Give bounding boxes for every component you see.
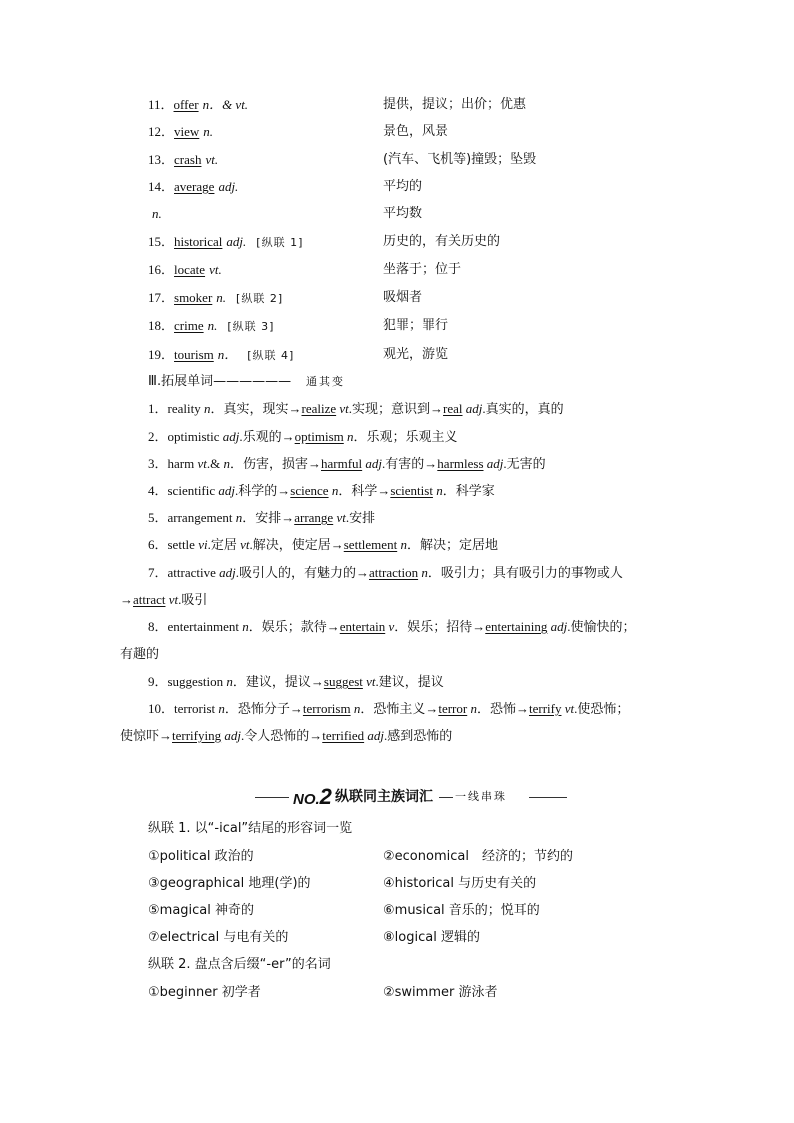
expand-row [0, 454, 794, 474]
vocab-row [0, 232, 794, 252]
group-1-title-row [0, 819, 794, 839]
expand-row [0, 672, 794, 692]
expand-row [0, 535, 794, 555]
answer-word: terrifying [172, 728, 222, 743]
expand-text: vi [198, 537, 208, 552]
expand-text: .定居 [207, 537, 241, 552]
answer-word: realize [301, 401, 337, 416]
expand-text: .令人恐怖的→ [240, 728, 323, 743]
vocab-meaning: 历史的，有关历史的 [383, 234, 501, 249]
answer-word: entertain [339, 619, 386, 634]
expand-text: vt [333, 510, 346, 525]
vocab-pos: adj. [218, 179, 239, 194]
expand-line [148, 699, 629, 720]
vocab-meaning: 平均数 [383, 206, 423, 221]
vocab-tag: [纵联 2] [236, 292, 284, 305]
answer-word: terror [438, 701, 468, 716]
group1-item: ③geographical 地理(学)的 [148, 876, 311, 891]
expand-text: n [242, 619, 249, 634]
heading-rule-mid [439, 797, 453, 798]
expand-text: ．娱乐；招待→ [394, 619, 486, 634]
expand-line [148, 454, 546, 475]
expand-line [148, 535, 498, 556]
expand-text: n [432, 483, 443, 498]
heading-rule-right [529, 797, 567, 798]
expand-row [0, 427, 794, 447]
group2-item: ②swimmer 游泳者 [383, 985, 498, 1000]
expand-text: ．科学家 [442, 483, 495, 498]
group-2-title-row [0, 955, 794, 975]
expand-text: .真实的，真的 [482, 401, 564, 416]
expand-text: ．乐观；乐观主义 [353, 429, 458, 444]
vocab-row [0, 204, 794, 224]
expand-text: 1．reality [148, 401, 204, 416]
expand-text: ．恐怖主义→ [360, 701, 439, 716]
answer-word: entertaining [485, 619, 548, 634]
expand-text: ．安排→ [242, 510, 295, 525]
expand-text: .乐观的→ [239, 429, 295, 444]
expand-text: adj [219, 565, 236, 580]
vocab-pos: vt. [205, 152, 219, 167]
expand-text: ．恐怖→ [476, 701, 529, 716]
heading-title: 纵联同主族词汇 [335, 789, 433, 805]
expand-text: n [328, 483, 339, 498]
expand-row [0, 617, 794, 637]
expand-text: n [343, 429, 354, 444]
expand-text: 2．optimistic [148, 429, 223, 444]
vocab-pos: vt. [209, 262, 222, 277]
vocab-term [148, 122, 223, 143]
group1-item: ④historical 与历史有关的 [383, 876, 537, 891]
expand-text: adj [218, 483, 236, 498]
expand-line [148, 481, 495, 502]
expand-line [148, 563, 623, 584]
vocab-pos: n. [207, 318, 218, 333]
expand-text: vt [362, 674, 376, 689]
expand-row [0, 481, 794, 501]
expand-text: ．吸引力；具有吸引力的事物或人 [427, 565, 623, 580]
expand-row-continued [0, 590, 794, 610]
vocab-num: 18． [148, 318, 175, 333]
expand-text: n [397, 537, 407, 552]
group1-item: ②economical 经济的；节约的 [383, 849, 573, 864]
answer-word: suggest [323, 674, 363, 689]
vocab-term [148, 288, 283, 309]
section-3-header [0, 372, 794, 392]
answer-word: scientist [390, 483, 433, 498]
vocab-row [0, 122, 794, 142]
vocab-word: tourism [174, 347, 214, 362]
vocab-row [0, 316, 794, 336]
expand-text: n [226, 674, 233, 689]
answer-word: optimism [294, 429, 344, 444]
expand-text: ．解决；定居地 [406, 537, 498, 552]
vocab-term [148, 260, 232, 281]
vocab-term [148, 316, 274, 337]
expand-text: 4．scientific [148, 483, 219, 498]
answer-word: terrorism [302, 701, 351, 716]
vocab-row [0, 95, 794, 115]
vocab-term [148, 232, 303, 253]
expand-text: .使愉快的； [567, 619, 636, 634]
expand-row [0, 563, 794, 583]
group1-item: ⑤magical 神奇的 [148, 903, 255, 918]
expand-text: ．科学→ [338, 483, 391, 498]
vocab-pos: adj. [226, 234, 247, 249]
expand-line [120, 590, 207, 611]
group1-item: ①political 政治的 [148, 849, 254, 864]
group-2-title: 纵联 2. 盘点含后缀“-er”的名词 [148, 957, 331, 972]
answer-word: harmless [437, 456, 484, 471]
vocab-word: offer [173, 97, 199, 112]
expand-row-continued [0, 726, 794, 746]
vocab-pos: n． [217, 347, 238, 362]
expand-text: .安排 [345, 510, 376, 525]
section-3-subtitle: 通其变 [306, 375, 345, 388]
vocab-word: locate [174, 262, 206, 277]
expand-text: vt [165, 592, 179, 607]
vocab-pos: n. [152, 206, 162, 221]
vocab-num: 17． [148, 290, 175, 305]
expand-text: .吸引 [178, 592, 208, 607]
answer-word: terrify [528, 701, 562, 716]
expand-line [148, 427, 458, 448]
expand-text: n [235, 510, 243, 525]
expand-text: .使恐怖； [574, 701, 630, 716]
vocab-word: crime [174, 318, 204, 333]
answer-word: harmful [321, 456, 363, 471]
expand-row-continued [0, 644, 794, 664]
answer-word: terrified [322, 728, 365, 743]
vocab-term [148, 95, 258, 116]
expand-text: adj [362, 456, 383, 471]
expand-text: 9．suggestion [148, 674, 227, 689]
vocab-num: 13． [148, 152, 175, 167]
expand-text: vt [240, 537, 250, 552]
vocab-row [0, 150, 794, 170]
expand-text: vt [561, 701, 575, 716]
expand-text: 5．arrangement [148, 510, 236, 525]
expand-text: adj [221, 728, 241, 743]
expand-line [148, 617, 636, 638]
vocab-term [148, 345, 294, 366]
answer-word: real [443, 401, 463, 416]
expand-text: adj [222, 429, 240, 444]
expand-text: vt [336, 401, 349, 416]
vocab-row [0, 260, 794, 280]
vocab-word: average [174, 179, 215, 194]
vocab-num: 16． [148, 262, 175, 277]
expand-text: 7．attractive [148, 565, 220, 580]
vocab-term [148, 204, 172, 225]
expand-text: .感到恐怖的 [384, 728, 453, 743]
vocab-meaning: 观光，游览 [383, 347, 449, 362]
vocab-meaning: 坐落于；位于 [383, 262, 462, 277]
expand-text: n [223, 456, 230, 471]
expand-text: n [418, 565, 428, 580]
vocab-tag: [纵联 1] [256, 236, 304, 249]
expand-text: .无害的 [503, 456, 546, 471]
expand-line [120, 644, 159, 665]
expand-text: adj [462, 401, 483, 416]
expand-line [148, 399, 564, 420]
expand-text: ．娱乐；款待→ [248, 619, 340, 634]
expand-text: .& [206, 456, 224, 471]
answer-word: arrange [294, 510, 334, 525]
vocab-tag: [纵联 3] [227, 320, 275, 333]
vocab-num: 12． [148, 124, 175, 139]
expand-text: 使惊吓→ [120, 728, 173, 743]
expand-text: 10．terrorist [148, 701, 219, 716]
vocab-word: historical [174, 234, 223, 249]
expand-text: adj [483, 456, 504, 471]
expand-text: 6．settle [148, 537, 199, 552]
vocab-row [0, 177, 794, 197]
expand-text: 3．harm [148, 456, 198, 471]
vocab-meaning: 平均的 [383, 179, 423, 194]
expand-line [148, 672, 444, 693]
group2-item: ①beginner 初学者 [148, 985, 261, 1000]
expand-text: ．真实，现实→ [210, 401, 302, 416]
vocab-term [148, 177, 248, 198]
expand-text: v [385, 619, 395, 634]
vocab-pos: n．& vt. [202, 97, 249, 112]
vocab-pos: n. [216, 290, 227, 305]
expand-text: n [350, 701, 361, 716]
answer-word: attract [133, 592, 166, 607]
group1-item: ⑦electrical 与电有关的 [148, 930, 289, 945]
expand-text: .解决，使定居→ [249, 537, 344, 552]
heading-number: NO.2 [293, 784, 332, 809]
section-heading [255, 784, 575, 810]
vocab-word: crash [174, 152, 202, 167]
group1-item: ⑧logical 逻辑的 [383, 930, 480, 945]
expand-text: vt [197, 456, 207, 471]
vocab-word: view [174, 124, 200, 139]
expand-text: ．建议，提议→ [232, 674, 324, 689]
heading-rule-left [255, 797, 289, 798]
vocab-meaning: (汽车、飞机等)撞毁；坠毁 [383, 152, 537, 167]
vocab-term [148, 150, 228, 171]
heading-subtitle: 一线串珠 [455, 790, 507, 803]
expand-text: .有害的→ [382, 456, 438, 471]
group-1-title: 纵联 1. 以“-ical”结尾的形容词一览 [148, 821, 353, 836]
expand-row [0, 699, 794, 719]
vocab-row [0, 288, 794, 308]
answer-word: science [290, 483, 329, 498]
group1-item: ⑥musical 音乐的；悦耳的 [383, 903, 540, 918]
vocab-row [0, 345, 794, 365]
expand-text: n [203, 401, 211, 416]
section-3-title: Ⅲ.拓展单词—————— [148, 374, 292, 389]
vocab-meaning: 景色，风景 [383, 124, 449, 139]
expand-text: → [120, 592, 133, 607]
expand-text: n [218, 701, 225, 716]
expand-text: ．恐怖分子→ [224, 701, 303, 716]
vocab-num: 11． [148, 97, 174, 112]
expand-text: n [467, 701, 477, 716]
answer-word: attraction [369, 565, 419, 580]
vocab-word: smoker [174, 290, 213, 305]
expand-text: .吸引人的，有魅力的→ [235, 565, 369, 580]
answer-word: settlement [343, 537, 398, 552]
vocab-tag: [纵联 4] [247, 349, 295, 362]
expand-row [0, 508, 794, 528]
expand-text: 有趣的 [120, 646, 160, 661]
expand-text: .实现；意识到→ [348, 401, 444, 416]
expand-text: adj [364, 728, 384, 743]
vocab-meaning: 吸烟者 [383, 290, 423, 305]
expand-row [0, 399, 794, 419]
expand-text: .建议，提议 [375, 674, 444, 689]
expand-text: 8．entertainment [148, 619, 243, 634]
vocab-num: 19． [148, 347, 175, 362]
vocab-meaning: 提供，提议；出价；优惠 [383, 97, 527, 112]
expand-line [120, 726, 452, 747]
expand-text: .科学的→ [235, 483, 291, 498]
expand-text: adj [547, 619, 568, 634]
vocab-num: 15． [148, 234, 175, 249]
vocab-pos: n. [203, 124, 214, 139]
expand-line [148, 508, 375, 529]
expand-text: ．伤害，损害→ [229, 456, 321, 471]
vocab-meaning: 犯罪；罪行 [383, 318, 449, 333]
vocab-num: 14． [148, 179, 175, 194]
